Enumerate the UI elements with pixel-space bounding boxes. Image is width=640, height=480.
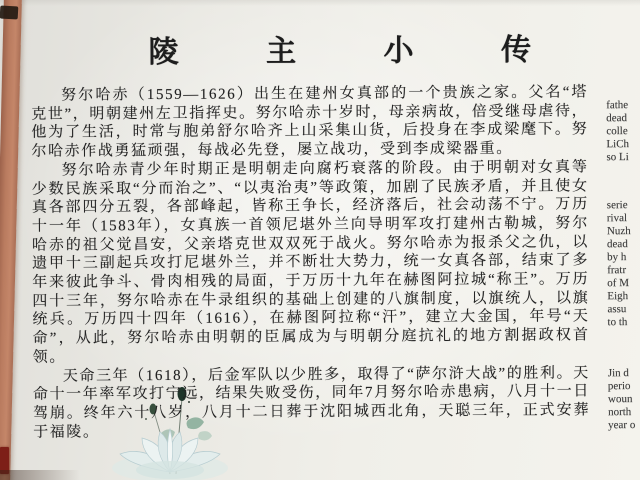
english-block-3: [608, 367, 640, 432]
english-line: rival: [606, 212, 628, 225]
biography-paragraph: 天命三年（1618），后金军队以少胜多，取得了“萨尔浒大战”的胜利。天命十一年率军攻打宁远，结果失败受伤，同年7月努尔哈赤患病，八月十一日驾崩。终年六十八岁，八月十二日葬于沈阳城西北角，天聪三年，正式安葬于福陵。: [32, 364, 591, 441]
biography-text: [31, 83, 590, 442]
english-line: colle: [606, 125, 628, 138]
english-line: LiCh: [606, 138, 630, 151]
english-line: serie: [606, 199, 628, 212]
english-line: by h: [607, 251, 627, 264]
english-line: to th: [607, 316, 628, 329]
english-line: perio: [607, 380, 631, 393]
english-line: fathe: [606, 99, 629, 112]
english-line: Jin d: [607, 367, 629, 380]
english-block-2: [607, 199, 640, 329]
english-line: Eigh: [607, 290, 629, 303]
english-line: of M: [607, 277, 630, 290]
english-line: dead: [606, 238, 628, 251]
english-line: dead: [606, 112, 628, 125]
biography-paragraph: 努尔哈赤青少年时期正是明朝走向腐朽衰落的阶段。由于明朝对女真等少数民族采取“分而治之”、“以夷治夷”等政策，加剧了民族矛盾，并且使女真各部四分五裂，各部峰起，皆称王争长，经济落后，社会动荡不宁。万历十一年（1583年），女真族一首领尼堪外兰向导明军攻打建州古勒城，努尔哈赤的祖父觉昌安，父亲塔克世双双死于战火。努尔哈赤为报杀父之仇，以遗甲十三副起兵攻打尼堪外兰，并不断壮大势力，统一女真各部，结束了多年来彼此争斗、骨肉相残的局面，于万历十九年在赫图阿拉城“称王”。万历四十三年，努尔哈赤在牛录组织的基础上创建的八旗制度，以旗统人，以旗统兵。万历四十四年（1616），在赫图阿拉称“汗”，建立大金国，年号“天命”，从此，努尔哈赤由明朝的臣属成为与明朝分庭抗礼的地方割据政权首领。: [31, 159, 590, 366]
english-line: year o: [608, 419, 636, 432]
english-line: woun: [607, 393, 633, 406]
english-line: north: [608, 406, 632, 419]
english-block-1: [606, 99, 640, 164]
sign-title: 陵 主 小 传: [148, 33, 572, 70]
english-line: Nuzh: [606, 225, 631, 238]
english-line: assu: [607, 303, 627, 316]
biography-paragraph: 努尔哈赤（1559—1626）出生在建州女真部的一个贵族之家。父名“塔克世”，明朝建州左卫指挥史。努尔哈赤十岁时，母亲病故，倍受继母虐待，他为了生活，时常与胞弟舒尔哈齐上山采集山货，后投身在李成梁麾下。努尔哈赤作战勇猛顽强，每战必先登，屡立战功，受到李成梁器重。: [31, 84, 589, 160]
english-line: so Li: [606, 151, 629, 164]
english-line: fratr: [607, 264, 627, 277]
